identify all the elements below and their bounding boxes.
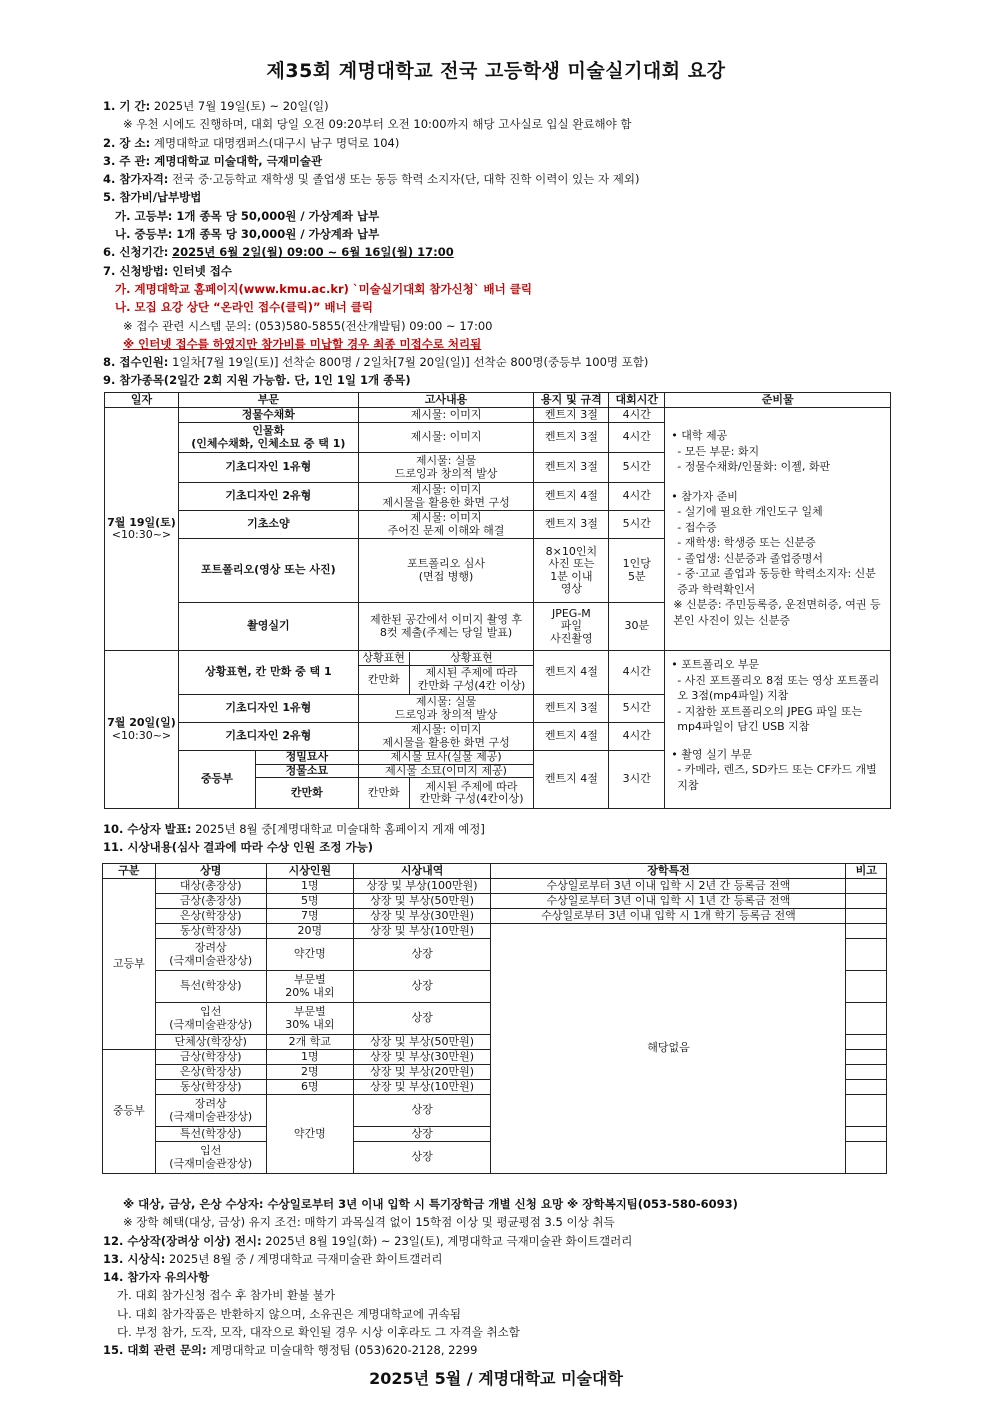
line-events: 9. 참가종목(2일간 2회 지원 가능함. 단, 1인 1일 1개 종목)	[103, 373, 411, 388]
division-mid: 중등부	[103, 1050, 156, 1174]
col-header: 부문	[178, 393, 358, 408]
content-line: (면접 병행)	[418, 569, 474, 583]
info-lines	[103, 97, 893, 390]
line-capacity	[103, 353, 893, 371]
prep-line: • 포트폴리오 부문	[671, 658, 760, 671]
mid-content-table	[359, 751, 534, 808]
paper-line: 8×10인치	[545, 544, 598, 558]
event-time: 5시간	[609, 695, 665, 723]
award-name	[155, 1003, 266, 1035]
award-note	[846, 894, 887, 909]
line-organizer	[103, 152, 893, 170]
line-label: 13. 시상식:	[103, 1251, 166, 1266]
prep-line: ※ 신분증: 주민등록증, 운전면허증, 여권 등 본인 사진이 있는 신분증	[673, 598, 881, 627]
content-line: 드로잉과 창의적 발상	[394, 466, 498, 480]
line-label: 8. 접수인원:	[103, 355, 169, 370]
award-count: 2개 학교	[266, 1035, 353, 1050]
day-cell	[105, 408, 179, 651]
event-content	[358, 723, 534, 751]
mid-content	[358, 751, 534, 809]
event-name: 정물수채화	[178, 408, 358, 423]
awards-table	[102, 863, 887, 1174]
event-name: 촬영실기	[178, 603, 358, 651]
sub-name: 칸만화	[359, 666, 410, 694]
page-title: 제35회 계명대학교 전국 고등학생 미술실기대회 요강	[266, 60, 726, 82]
line-unpaid-warning	[103, 335, 893, 353]
mid-content-line	[409, 778, 533, 808]
content-line: 제한된 공간에서 이미지 촬영 후	[369, 613, 523, 626]
award-note	[846, 879, 887, 894]
line-label: 12. 수상작(장려상 이상) 전시:	[103, 1233, 262, 1248]
award-note	[846, 1127, 887, 1142]
event-name-line: (인체수채화, 인체소묘 중 택 1)	[191, 436, 346, 450]
count-line: 부문별	[293, 973, 326, 986]
prep-line: - 정물수채화/인물화: 이젤, 화판	[677, 460, 831, 473]
line-fee-high: 가. 고등부: 1개 종목 당 50,000원 / 가상계좌 납부	[115, 208, 380, 223]
event-paper	[534, 539, 609, 603]
prep-line: - 재학생: 학생증 또는 신분증	[677, 536, 816, 549]
event-name	[178, 423, 358, 453]
award-note	[846, 1080, 887, 1095]
content-line: 제시물을 활용한 화면 구성	[382, 495, 510, 509]
award-count: 1명	[266, 879, 353, 894]
event-content	[358, 483, 534, 511]
content-line: 제시물을 활용한 화면 구성	[382, 735, 510, 749]
mid-event: 정밀묘사	[255, 751, 357, 764]
award-count	[266, 971, 353, 1003]
line-awards: 11. 시상내용(심사 결과에 따라 수상 인원 조정 가능)	[103, 840, 373, 855]
day-time: <10:30~>	[111, 728, 172, 742]
event-paper: 켄트지 4절	[534, 483, 609, 511]
line-label: 6. 신청기간:	[103, 245, 169, 260]
award-detail: 상장 및 부상(50만원)	[353, 1035, 491, 1050]
event-name: 포트폴리오(영상 또는 사진)	[178, 539, 358, 603]
award-name: 은상(학장상)	[155, 1065, 266, 1080]
event-name: 기초소양	[178, 511, 358, 539]
award-name-line: 입선	[200, 1144, 222, 1157]
day-cell	[105, 651, 179, 809]
line-apply-period	[103, 243, 893, 261]
content-line: 주어진 문제 이해와 해결	[387, 523, 505, 537]
award-detail: 상장 및 부상(30만원)	[353, 1050, 491, 1065]
line-note: ※ 우천 시에도 진행하며, 대회 당일 오전 09:20부터 오전 10:00까지 해당 고사실로 입실 완료해야 함	[123, 117, 632, 132]
line-ceremony	[103, 1250, 903, 1268]
event-paper: 켄트지 3절	[534, 511, 609, 539]
award-count: 7명	[266, 909, 353, 924]
line-text: 2025년 6월 2일(월) 09:00 ~ 6월 16일(월) 17:00	[172, 245, 454, 260]
event-content: 제시물: 이미지	[358, 423, 534, 453]
event-paper: 켄트지 4절	[534, 723, 609, 751]
events-table	[104, 392, 891, 809]
content-line: 포트폴리오 심사	[407, 557, 485, 570]
sub-name: 상황표현	[359, 652, 410, 666]
content-line: 제시물: 이미지	[410, 483, 482, 496]
col-header: 상명	[155, 864, 266, 879]
content-line: 칸만화 구성(4칸 이상)	[417, 678, 526, 692]
award-count: 6명	[266, 1080, 353, 1095]
event-paper: 켄트지 3절	[534, 695, 609, 723]
award-name-line: (극재미술관장상)	[169, 1156, 253, 1170]
award-count: 2명	[266, 1065, 353, 1080]
line-text: ※ 인터넷 접수를 하였지만 참가비를 미납할 경우 최종 미접수로 처리됨	[123, 336, 482, 351]
award-name: 금상(학장상)	[155, 1050, 266, 1065]
award-name-line: (극재미술관장상)	[169, 1109, 253, 1123]
prep-line: • 참가자 준비	[671, 489, 738, 503]
paper-line: 사진 또는	[548, 557, 595, 570]
event-time: 4시간	[609, 423, 665, 453]
line-text: 계명대학교 대명캠퍼스(대구시 남구 명덕로 104)	[150, 135, 400, 150]
event-time: 30분	[609, 603, 665, 651]
line-announce	[103, 820, 893, 838]
line-notice-c: 다. 부정 참가, 도작, 모작, 대작으로 확인될 경우 시상 이후라도 그 자격을 취소함	[117, 1325, 520, 1340]
line-fee-header: 5. 참가비/납부방법	[103, 190, 202, 205]
event-time: 4시간	[609, 408, 665, 423]
event-content	[358, 695, 534, 723]
award-name: 동상(학장상)	[155, 924, 266, 939]
col-header: 구분	[103, 864, 156, 879]
mid-sub-table	[179, 751, 358, 808]
award-name	[155, 1095, 266, 1127]
day-time: <10:30~>	[111, 528, 172, 541]
col-header: 준비물	[665, 393, 891, 408]
award-note	[846, 1065, 887, 1080]
count-line: 20% 내외	[285, 985, 335, 999]
award-name-line: (극재미술관장상)	[169, 953, 253, 967]
content-line: 제시물: 실물	[415, 454, 477, 467]
prep-line: - 모든 부문: 화지	[677, 444, 760, 458]
event-content: 제시물: 이미지	[358, 408, 534, 423]
award-scholarship: 수상일로부터 3년 이내 입학 시 1년 간 등록금 전액	[491, 894, 846, 909]
line-label: 10. 수상자 발표:	[103, 822, 192, 836]
line-period	[103, 97, 893, 115]
mid-category: 중등부	[179, 751, 256, 808]
event-paper: 켄트지 3절	[534, 453, 609, 483]
award-name-line: 입선	[200, 1005, 222, 1018]
award-scholarship: 수상일로부터 3년 이내 입학 시 2년 간 등록금 전액	[491, 879, 846, 894]
award-detail: 상장	[353, 1127, 491, 1142]
award-name-line: 장려상	[194, 941, 227, 954]
line-label: 4. 참가자격:	[103, 172, 169, 187]
prep-line: - 중·고교 졸업과 동등한 학력소지자: 신분증과 학력확인서	[677, 567, 876, 596]
event-paper: 켄트지 4절	[534, 651, 609, 695]
award-name: 대상(총장상)	[155, 879, 266, 894]
event-paper: 켄트지 3절	[534, 423, 609, 453]
award-note	[846, 971, 887, 1003]
award-note	[846, 1050, 887, 1065]
award-name-line: 장려상	[194, 1097, 227, 1110]
award-name	[155, 1142, 266, 1174]
award-count: 약간명	[266, 939, 353, 971]
award-count: 5명	[266, 894, 353, 909]
col-header: 용지 및 규격	[534, 393, 609, 408]
line-text: 전국 중·고등학교 재학생 및 졸업생 또는 동등 학력 소지자(단, 대학 진학 이력이 있는 자 제외)	[168, 172, 640, 187]
col-header: 장학특전	[491, 864, 846, 879]
line-label: 2. 장 소:	[103, 135, 151, 150]
line-text: 계명대학교 미술대학 행정팀 (053)620-2128, 2299	[206, 1343, 478, 1358]
paper-line: 사진촬영	[550, 631, 593, 645]
line-label: 1. 기 간:	[103, 99, 151, 113]
prep-line: - 카메라, 렌즈, SD카드 또는 CF카드 개별 지참	[677, 763, 877, 792]
division-high: 고등부	[103, 879, 156, 1050]
line-eligibility	[103, 170, 893, 188]
content-line: 칸만화 구성(4칸이상)	[419, 792, 524, 805]
award-note	[846, 909, 887, 924]
award-detail: 상장 및 부상(100만원)	[353, 879, 491, 894]
award-count: 20명	[266, 924, 353, 939]
award-name: 특선(학장상)	[155, 1127, 266, 1142]
col-header: 고사내용	[358, 393, 534, 408]
col-header: 일자	[105, 393, 179, 408]
award-detail: 상장 및 부상(10만원)	[353, 924, 491, 939]
line-notice-a: 가. 대회 참가신청 접수 후 참가비 환불 불가	[117, 1288, 336, 1303]
award-name: 단체상(학장상)	[155, 1035, 266, 1050]
prep-line: - 지참한 포트폴리오의 JPEG 파일 또는 mp4파일이 담긴 USB 지참	[677, 704, 863, 733]
line-exhibition	[103, 1232, 903, 1250]
line-notice-header: 14. 참가자 유의사항	[103, 1270, 210, 1285]
prep-line: • 대학 제공	[671, 429, 728, 442]
event-paper: 켄트지 3절	[534, 408, 609, 423]
content-line: 제시물: 이미지	[410, 511, 482, 524]
prep-line: - 사진 포트폴리오 8점 또는 영상 포트폴리오 3점(mp4파일) 지참	[677, 673, 880, 702]
award-note	[846, 924, 887, 939]
award-count: 1명	[266, 1050, 353, 1065]
col-header: 시상인원	[266, 864, 353, 879]
event-time	[609, 539, 665, 603]
paper-line: 영상	[560, 582, 583, 595]
award-note	[846, 1142, 887, 1174]
award-name: 금상(총장상)	[155, 894, 266, 909]
event-content	[358, 511, 534, 539]
award-note	[846, 939, 887, 971]
award-count: 약간명	[266, 1095, 353, 1174]
col-header: 시상내역	[353, 864, 491, 879]
line-text: 2025년 8월 중[계명대학교 미술대학 홈페이지 게재 예정]	[191, 822, 485, 836]
line-text: 1일차[7월 19일(토)] 선착순 800명 / 2일차[7월 20일(일)] 선착순 800명(중등부 100명 포함)	[168, 355, 649, 370]
prep-line: - 실기에 필요한 개인도구 일체	[677, 505, 823, 518]
line-label: 15. 대회 관련 문의:	[103, 1343, 207, 1358]
line-text: 2025년 7월 19일(토) ~ 20일(일)	[150, 99, 329, 113]
award-name: 동상(학장상)	[155, 1080, 266, 1095]
award-detail: 상장 및 부상(30만원)	[353, 909, 491, 924]
line-text: 2025년 8월 19일(화) ~ 23일(토), 계명대학교 극재미술관 화이트갤러리	[261, 1233, 633, 1248]
award-detail: 상장	[353, 971, 491, 1003]
event-time: 4시간	[609, 651, 665, 695]
event-time: 4시간	[609, 723, 665, 751]
award-scholarship: 수상일로부터 3년 이내 입학 시 1개 학기 등록금 전액	[491, 909, 846, 924]
event-content	[358, 651, 534, 695]
award-note	[846, 1035, 887, 1050]
event-time: 5시간	[609, 453, 665, 483]
event-paper: 켄트지 4절	[534, 751, 609, 809]
sub-table	[359, 652, 534, 694]
content-line: 제시물: 이미지	[410, 723, 482, 736]
line-contact	[103, 1341, 903, 1359]
content-line: 8컷 제출(주제는 당일 발표)	[379, 625, 513, 639]
line-scholarship-apply: ※ 대상, 금상, 은상 수상자: 수상일로부터 3년 이내 입학 시 특기장학금 개별 신청 요망 ※ 장학복지팀(053-580-6093)	[123, 1197, 738, 1211]
time-line: 1인당	[622, 557, 651, 570]
mid-content-line: 칸만화	[359, 778, 410, 808]
prep-line: - 접수증	[677, 520, 717, 534]
award-name-line: (극재미술관장상)	[169, 1017, 253, 1031]
award-note	[846, 1003, 887, 1035]
line-notice-b: 나. 대회 참가작품은 반환하지 않으며, 소유권은 계명대학교에 귀속됨	[117, 1306, 461, 1321]
award-detail: 상장 및 부상(20만원)	[353, 1065, 491, 1080]
event-time: 5시간	[609, 511, 665, 539]
award-name	[155, 939, 266, 971]
award-note	[846, 1095, 887, 1127]
content-line: 제시된 주제에 따라	[425, 779, 518, 793]
mid-event: 정물소묘	[255, 764, 357, 778]
mid-event: 칸만화	[290, 785, 323, 799]
event-time: 4시간	[609, 483, 665, 511]
event-name: 상황표현, 칸 만화 중 택 1	[178, 651, 358, 695]
line-label: 3. 주 관:	[103, 153, 151, 168]
line-apply-a: 가. 계명대학교 홈페이지(www.kmu.ac.kr) `미술실기대회 참가신청` 배너 클릭	[115, 281, 532, 296]
paper-line: 1분 이내	[550, 569, 593, 583]
sub-content	[409, 666, 533, 694]
paper-line: JPEG-M	[551, 606, 591, 620]
sub-content: 상황표현	[409, 652, 533, 666]
event-paper	[534, 603, 609, 651]
prep-day1	[665, 408, 891, 651]
col-header: 대회시간	[609, 393, 665, 408]
award-name: 은상(학장상)	[155, 909, 266, 924]
event-name-line: 인물화	[252, 424, 285, 437]
award-name: 특선(학장상)	[155, 971, 266, 1003]
count-line: 부문별	[293, 1005, 326, 1018]
line-system-inquiry: ※ 접수 관련 시스템 문의: (053)580-5855(전산개발팀) 09:00 ~ 17:00	[123, 318, 493, 333]
prep-line: - 졸업생: 신분증과 졸업증명서	[677, 551, 823, 565]
line-fee-mid: 나. 중등부: 1개 종목 당 30,000원 / 가상계좌 납부	[115, 227, 380, 242]
award-header-lines	[103, 820, 893, 857]
paper-line: 파일	[560, 619, 583, 633]
count-line: 30% 내외	[285, 1017, 335, 1031]
event-name: 기초디자인 1유형	[178, 695, 358, 723]
event-name: 기초디자인 2유형	[178, 723, 358, 751]
line-text: 계명대학교 미술대학, 극재미술관	[150, 153, 323, 168]
footer: 2025년 5월 / 계명대학교 미술대학	[369, 1369, 623, 1388]
content-line: 제시물: 실물	[415, 695, 477, 708]
content-line: 드로잉과 창의적 발상	[394, 707, 498, 721]
mid-content-line: 제시물 묘사(실물 제공)	[359, 751, 534, 764]
award-detail: 상장 및 부상(50만원)	[353, 894, 491, 909]
time-line: 5분	[627, 569, 646, 583]
award-detail: 상장	[353, 939, 491, 971]
award-count	[266, 1003, 353, 1035]
col-header: 비고	[846, 864, 887, 879]
line-place	[103, 134, 893, 152]
content-line: 제시된 주제에 따라	[425, 666, 518, 680]
event-content	[358, 453, 534, 483]
event-time: 3시간	[609, 751, 665, 809]
event-name: 기초디자인 1유형	[178, 453, 358, 483]
lower-lines	[103, 1195, 903, 1360]
day-label: 7월 19일(토)	[107, 515, 176, 529]
mid-events	[178, 751, 358, 809]
day-label: 7월 20일(일)	[107, 716, 176, 729]
line-scholarship-condition: ※ 장학 혜택(대상, 금상) 유지 조건: 매학기 과목실격 없이 15학점 이상 및 평균평점 3.5 이상 취득	[123, 1215, 615, 1230]
award-detail: 상장	[353, 1142, 491, 1174]
line-apply-method: 7. 신청방법: 인터넷 접수	[103, 263, 232, 278]
award-detail: 상장 및 부상(10만원)	[353, 1080, 491, 1095]
mid-content-line: 제시물 소묘(이미지 제공)	[359, 764, 534, 778]
scholarship-none: 해당없음	[491, 924, 846, 1174]
line-text: 2025년 8월 중 / 계명대학교 극재미술관 화이트갤러리	[165, 1251, 443, 1266]
event-name: 기초디자인 2유형	[178, 483, 358, 511]
event-content	[358, 539, 534, 603]
event-content	[358, 603, 534, 651]
prep-day2	[665, 651, 891, 809]
award-detail: 상장	[353, 1003, 491, 1035]
prep-line: • 촬영 실기 부문	[671, 747, 752, 761]
line-apply-b: 나. 모집 요강 상단 “온라인 접수(클릭)” 배너 클릭	[115, 300, 373, 315]
award-detail: 상장	[353, 1095, 491, 1127]
